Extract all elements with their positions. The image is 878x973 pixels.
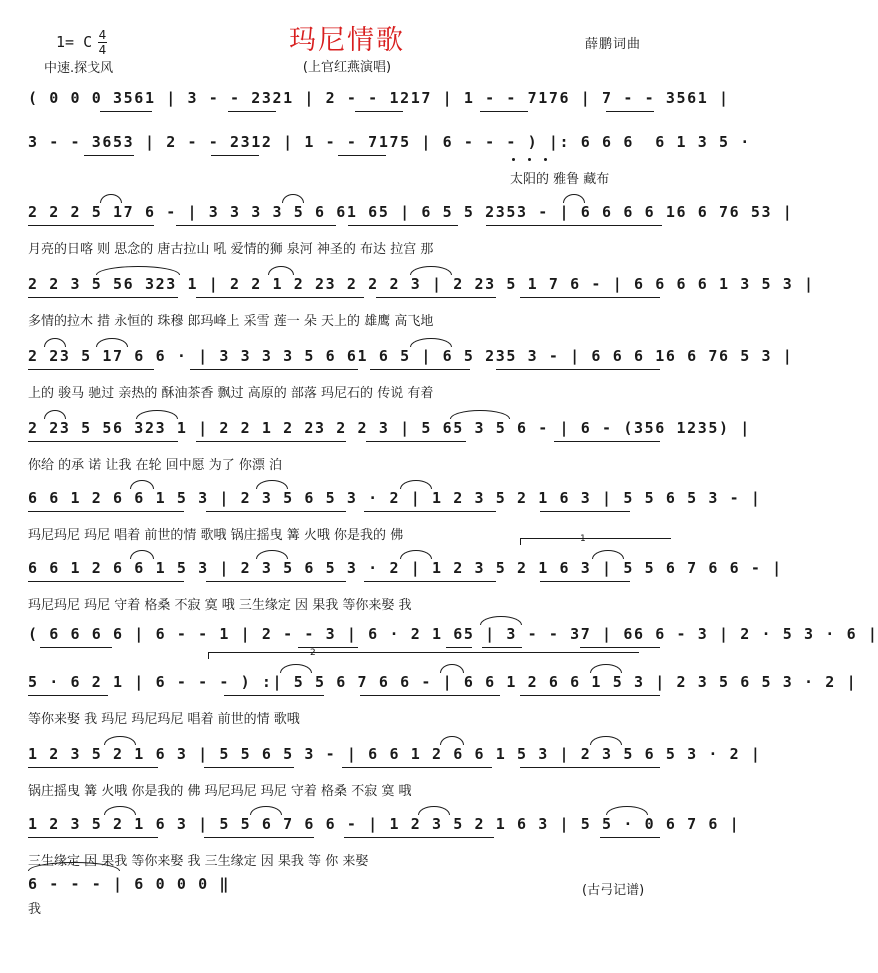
second-ending-bracket bbox=[208, 652, 639, 659]
slur bbox=[136, 410, 178, 419]
slur bbox=[256, 480, 288, 489]
low-octave-dot bbox=[512, 158, 515, 161]
lyrics-line: 上的 骏马 驰过 亲热的 酥油茶香 飘过 高原的 部落 玛尼石的 传说 有着 bbox=[28, 386, 434, 401]
beam bbox=[176, 225, 336, 226]
slur bbox=[44, 338, 66, 347]
low-octave-dot bbox=[528, 158, 531, 161]
transcriber-credit: (古弓记谱) bbox=[582, 883, 645, 898]
beam bbox=[486, 225, 662, 226]
slur bbox=[590, 736, 622, 745]
beam bbox=[196, 297, 364, 298]
slur bbox=[480, 616, 522, 625]
beam bbox=[540, 581, 630, 582]
slur bbox=[400, 550, 432, 559]
beam bbox=[366, 441, 466, 442]
slur bbox=[400, 480, 432, 489]
beam bbox=[370, 369, 470, 370]
slur bbox=[268, 266, 294, 275]
beam bbox=[348, 225, 458, 226]
lyrics-line: 太阳的 雅鲁 藏布 bbox=[510, 172, 610, 187]
beam bbox=[342, 767, 492, 768]
slur bbox=[250, 806, 282, 815]
beam bbox=[376, 297, 496, 298]
beam bbox=[606, 111, 654, 112]
slur bbox=[104, 736, 136, 745]
beam bbox=[446, 647, 472, 648]
composer-credit: 薛鹏词曲 bbox=[585, 37, 642, 52]
notation-line: 2 23 5 17 6 6 · | 3 3 3 3 5 6 61 6 5 | 6 5 235 3 - | 6 6 6 16 6 76 5 3 | bbox=[28, 347, 794, 365]
notation-line: 2 2 3 5 56 323 1 | 2 2 1 2 23 2 2 2 3 | 2 23 5 1 7 6 - | 6 6 6 6 1 3 5 3 | bbox=[28, 275, 815, 293]
beam bbox=[28, 511, 184, 512]
song-title: 玛尼情歌 bbox=[289, 25, 405, 56]
lyrics-line: 等你来娶 我 玛尼 玛尼玛尼 唱着 前世的情 歌哦 bbox=[28, 712, 300, 727]
notation-line: 6 6 1 2 6 6 1 5 3 | 2 3 5 6 5 3 · 2 | 1 2 3 5 2 1 6 3 | 5 5 6 5 3 - | bbox=[28, 489, 762, 507]
slur bbox=[563, 194, 585, 203]
beam bbox=[600, 837, 660, 838]
slur bbox=[100, 194, 122, 203]
slur bbox=[96, 338, 128, 347]
beam bbox=[520, 767, 660, 768]
tempo-marking: 中速.探戈风 bbox=[44, 61, 114, 76]
beam bbox=[298, 647, 358, 648]
beam bbox=[28, 695, 108, 696]
beam bbox=[344, 837, 494, 838]
beam bbox=[520, 297, 660, 298]
beam bbox=[206, 581, 346, 582]
lyrics-line: 三生缘定 因 果我 等你来娶 我 三生缘定 因 果我 等 你 来娶 bbox=[28, 854, 369, 869]
lyrics-line: 多情的拉木 措 永恒的 珠穆 郎玛峰上 采雪 莲一 朵 天上的 雄鹰 高飞地 bbox=[28, 314, 434, 329]
beam bbox=[204, 837, 314, 838]
notation-line: ( 0 0 0 3561 | 3 - - 2321 | 2 - - 1217 | 1 - - 7176 | 7 - - 3561 | bbox=[28, 89, 730, 107]
beam bbox=[28, 441, 178, 442]
beam bbox=[28, 581, 184, 582]
beam bbox=[480, 111, 528, 112]
beam bbox=[40, 647, 112, 648]
lyrics-line: 我 bbox=[28, 902, 42, 917]
beam bbox=[580, 647, 660, 648]
beam bbox=[28, 369, 154, 370]
notation-line: 2 23 5 56 323 1 | 2 2 1 2 23 2 2 3 | 5 65 3 5 6 - | 6 - (356 1235) | bbox=[28, 419, 751, 437]
first-ending-number: 1 bbox=[580, 534, 586, 544]
time-signature-top: 4 bbox=[98, 28, 107, 42]
key-signature: 1= C bbox=[56, 33, 93, 51]
beam bbox=[196, 441, 346, 442]
beam bbox=[224, 695, 324, 696]
beam bbox=[84, 155, 134, 156]
beam bbox=[355, 111, 403, 112]
slur bbox=[440, 664, 464, 673]
lyrics-line: 玛尼玛尼 玛尼 唱着 前世的情 歌哦 锅庄摇曳 篝 火哦 你是我的 佛 bbox=[28, 528, 404, 543]
slur bbox=[130, 550, 154, 559]
slur bbox=[256, 550, 288, 559]
notation-line: 5 · 6 2 1 | 6 - - - ) :| 5 5 6 7 6 6 - | 6 6 1 2 6 6 1 5 3 | 2 3 5 6 5 3 · 2 | bbox=[28, 673, 858, 691]
slur bbox=[130, 480, 154, 489]
notation-line: 1 2 3 5 2 1 6 3 | 5 5 6 5 3 - | 6 6 1 2 6 6 1 5 3 | 2 3 5 6 5 3 · 2 | bbox=[28, 745, 762, 763]
notation-line: ( 6 6 6 6 | 6 - - 1 | 2 - - 3 | 6 · 2 1 65 | 3 - - 37 | 66 6 - 3 | 2 · 5 3 · 6 | bbox=[28, 625, 878, 643]
beam bbox=[338, 155, 386, 156]
beam bbox=[190, 369, 358, 370]
beam bbox=[100, 111, 152, 112]
slur bbox=[282, 194, 304, 203]
beam bbox=[520, 695, 660, 696]
slur bbox=[44, 410, 66, 419]
beam bbox=[28, 837, 158, 838]
lyrics-line: 月亮的日喀 则 思念的 唐古拉山 吼 爱情的狮 泉河 神圣的 布达 拉宫 那 bbox=[28, 242, 434, 257]
beam bbox=[364, 511, 496, 512]
beam bbox=[540, 511, 630, 512]
slur bbox=[410, 338, 452, 347]
slur bbox=[590, 664, 622, 673]
slur bbox=[418, 806, 450, 815]
beam bbox=[28, 767, 158, 768]
beam bbox=[228, 111, 276, 112]
slur bbox=[96, 266, 180, 275]
beam bbox=[28, 297, 178, 298]
notation-line: 1 2 3 5 2 1 6 3 | 5 5 6 7 6 6 - | 1 2 3 5 2 1 6 3 | 5 5 · 0 6 7 6 | bbox=[28, 815, 741, 833]
first-ending-bracket bbox=[520, 538, 671, 545]
notation-line: 6 - - - | 6 0 0 0 ‖ bbox=[28, 875, 230, 893]
slur bbox=[592, 550, 624, 559]
beam bbox=[554, 441, 660, 442]
slur bbox=[410, 266, 452, 275]
beam bbox=[496, 369, 660, 370]
slur bbox=[440, 736, 464, 745]
slur bbox=[104, 806, 136, 815]
notation-line: 6 6 1 2 6 6 1 5 3 | 2 3 5 6 5 3 · 2 | 1 2 3 5 2 1 6 3 | 5 5 6 7 6 6 - | bbox=[28, 559, 783, 577]
beam bbox=[482, 647, 522, 648]
time-signature-bottom: 4 bbox=[98, 43, 107, 57]
notation-line: 3 - - 3653 | 2 - - 2312 | 1 - - 7175 | 6 - - - ) |: 6 6 6 6 1 3 5 · bbox=[28, 133, 751, 151]
beam bbox=[28, 225, 154, 226]
low-octave-dot bbox=[544, 158, 547, 161]
second-ending-number: 2 bbox=[310, 648, 316, 658]
slur bbox=[450, 410, 510, 419]
beam bbox=[364, 581, 496, 582]
beam bbox=[204, 767, 294, 768]
lyrics-line: 你给 的承 诺 让我 在轮 回中愿 为了 你漂 泊 bbox=[28, 458, 283, 473]
lyrics-line: 锅庄摇曳 篝 火哦 你是我的 佛 玛尼玛尼 玛尼 守着 格桑 不寂 寞 哦 bbox=[28, 784, 412, 799]
notation-line: 2 2 2 5 17 6 - | 3 3 3 3 5 6 61 65 | 6 5 5 2353 - | 6 6 6 6 16 6 76 53 | bbox=[28, 203, 794, 221]
slur bbox=[280, 664, 312, 673]
beam bbox=[360, 695, 500, 696]
beam bbox=[211, 155, 259, 156]
singer-credit: (上官红燕演唱) bbox=[302, 60, 392, 75]
slur bbox=[606, 806, 648, 815]
beam bbox=[206, 511, 346, 512]
lyrics-line: 玛尼玛尼 玛尼 守着 格桑 不寂 寞 哦 三生缘定 因 果我 等你来娶 我 bbox=[28, 598, 412, 613]
